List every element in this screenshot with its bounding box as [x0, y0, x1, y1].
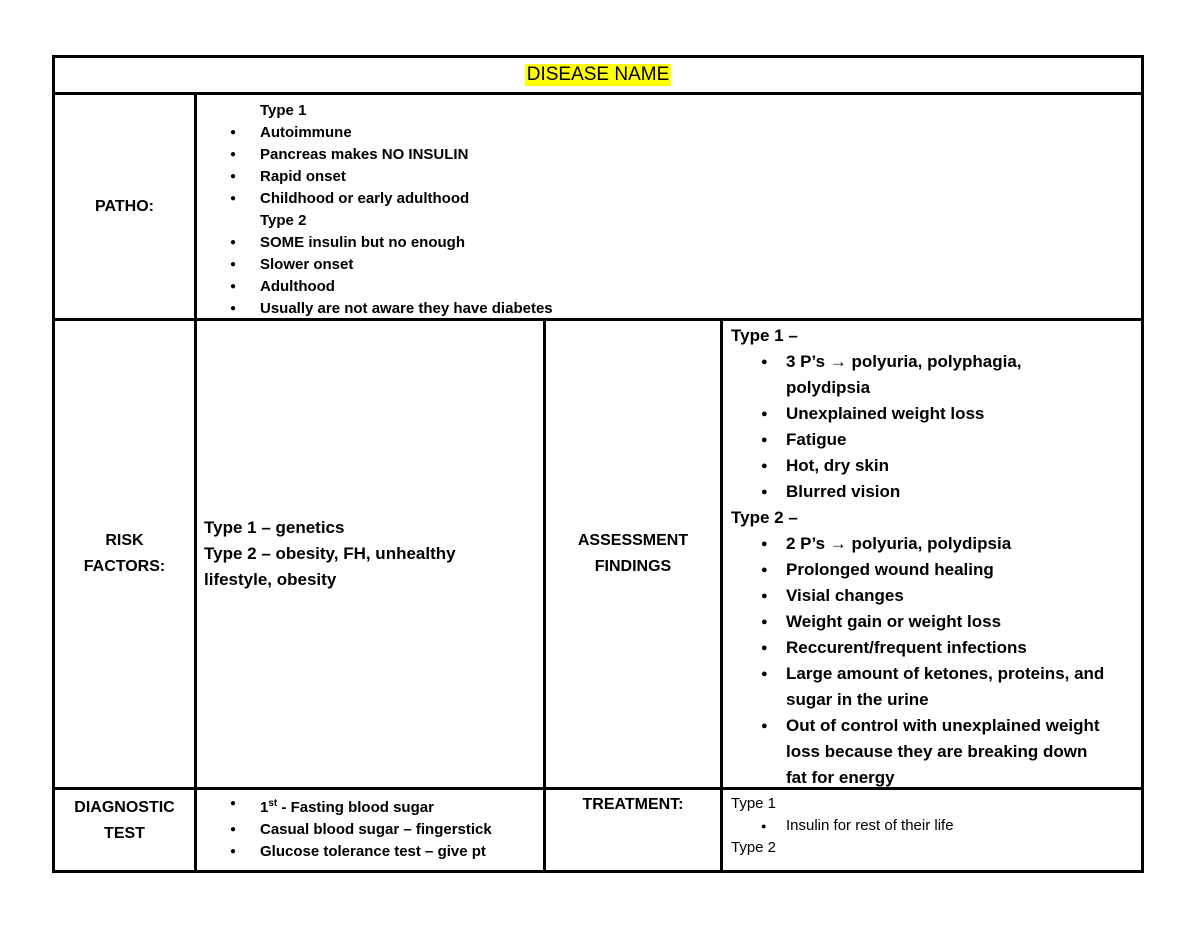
assessment-heading	[731, 739, 1141, 765]
patho-text: Childhood or early adulthood	[260, 190, 470, 207]
diagnostic-text: 1st - Fasting blood sugar	[260, 798, 434, 816]
patho-heading	[227, 100, 1141, 122]
assessment-item	[731, 609, 1141, 635]
patho-content	[194, 92, 1144, 321]
patho-text: Autoimmune	[260, 124, 352, 141]
assessment-item	[731, 427, 1141, 453]
risk-line-2: Type 2 – obesity, FH, unhealthy	[204, 544, 456, 563]
treatment-heading	[731, 793, 1141, 815]
risk-label-cell	[52, 318, 197, 790]
treatment-label-cell	[543, 787, 723, 873]
assessment-label-line2: FINDINGS	[594, 558, 672, 575]
title: DISEASE NAME	[526, 64, 670, 85]
bullet-icon: ●	[761, 616, 768, 628]
bullet-icon: ●	[761, 460, 768, 472]
assessment-text: loss because they are breaking down	[786, 742, 1088, 761]
assessment-content	[720, 318, 1144, 790]
patho-list	[227, 100, 1141, 320]
bullet-icon: ●	[761, 642, 768, 654]
patho-text: Type 2	[260, 212, 307, 229]
diagnostic-item	[227, 793, 543, 819]
bullet-icon: ●	[230, 824, 237, 835]
bullet-icon: ●	[761, 821, 767, 831]
patho-item	[227, 188, 1141, 210]
assessment-item	[731, 453, 1141, 479]
treatment-heading	[731, 837, 1141, 859]
assessment-item	[731, 531, 1141, 557]
treatment-item	[731, 815, 1141, 837]
assessment-text: Reccurent/frequent infections	[786, 638, 1027, 657]
bullet-icon: ●	[761, 486, 768, 498]
assessment-text: Unexplained weight loss	[786, 404, 985, 423]
assessment-heading	[731, 687, 1141, 713]
patho-item	[227, 232, 1141, 254]
assessment-item	[731, 349, 1141, 375]
risk-line-1: Type 1 – genetics	[204, 518, 345, 537]
bullet-icon: ●	[761, 720, 768, 732]
patho-item	[227, 144, 1141, 166]
patho-text: Rapid onset	[260, 168, 346, 185]
assessment-item	[731, 557, 1141, 583]
diagnostic-content	[194, 787, 546, 873]
patho-text: Usually are not aware they have diabetes	[260, 300, 553, 317]
bullet-icon: ●	[230, 259, 237, 270]
patho-label-cell	[52, 92, 197, 321]
assessment-heading	[731, 323, 1141, 349]
assessment-heading	[731, 375, 1141, 401]
assessment-text: Visial changes	[786, 586, 904, 605]
bullet-icon: ●	[761, 434, 768, 446]
patho-item	[227, 254, 1141, 276]
diagnostic-item	[227, 841, 543, 863]
assessment-text: Prolonged wound healing	[786, 560, 994, 579]
assessment-text: Out of control with unexplained weight	[786, 716, 1100, 735]
diagnostic-text: Glucose tolerance test – give pt	[260, 843, 486, 860]
diagnostic-label-line2: TEST	[104, 825, 145, 842]
patho-item	[227, 122, 1141, 144]
risk-content	[194, 318, 546, 790]
assessment-text: sugar in the urine	[786, 690, 929, 709]
bullet-icon: ●	[761, 564, 768, 576]
assessment-item	[731, 583, 1141, 609]
assessment-list	[731, 323, 1141, 791]
diagnostic-label-cell	[52, 787, 197, 873]
assessment-text: 2 P’s → polyuria, polydipsia	[786, 534, 1012, 553]
diagnostic-list	[227, 793, 543, 863]
treatment-list	[731, 793, 1141, 859]
bullet-icon: ●	[761, 408, 768, 420]
risk-line-3: lifestyle, obesity	[204, 570, 337, 589]
assessment-text: Blurred vision	[786, 482, 901, 501]
patho-item	[227, 298, 1141, 320]
treatment-content	[720, 787, 1144, 873]
assessment-heading	[731, 505, 1141, 531]
assessment-item	[731, 635, 1141, 661]
bullet-icon: ●	[230, 171, 237, 182]
patho-item	[227, 166, 1141, 188]
assessment-text: Hot, dry skin	[786, 456, 889, 475]
assessment-label-line1: ASSESSMENT	[577, 532, 689, 549]
bullet-icon: ●	[761, 538, 768, 550]
patho-text: Type 1	[260, 102, 307, 119]
assessment-item	[731, 713, 1141, 739]
assessment-text: 3 P’s → polyuria, polyphagia,	[786, 352, 1022, 371]
patho-text: Adulthood	[260, 278, 335, 295]
assessment-text: fat for energy	[786, 768, 895, 787]
patho-text: SOME insulin but no enough	[260, 234, 465, 251]
risk-label-line2: FACTORS:	[83, 558, 166, 575]
patho-text: Slower onset	[260, 256, 354, 273]
patho-label: PATHO:	[95, 197, 154, 215]
treatment-label: TREATMENT:	[582, 796, 684, 813]
assessment-label-cell	[543, 318, 723, 790]
bullet-icon: ●	[230, 798, 237, 809]
bullet-icon: ●	[230, 193, 237, 204]
assessment-item	[731, 479, 1141, 505]
assessment-text: Large amount of ketones, proteins, and	[786, 664, 1105, 683]
patho-heading	[227, 210, 1141, 232]
bullet-icon: ●	[761, 668, 768, 680]
bullet-icon: ●	[761, 590, 768, 602]
treatment-text: Insulin for rest of their life	[786, 817, 954, 834]
assessment-text: Weight gain or weight loss	[786, 612, 1002, 631]
bullet-icon: ●	[230, 281, 237, 292]
title-row	[52, 55, 1144, 95]
treatment-text: Type 2	[731, 839, 777, 856]
bullet-icon: ●	[230, 846, 237, 857]
diagnostic-item	[227, 819, 543, 841]
bullet-icon: ●	[230, 303, 237, 314]
bullet-icon: ●	[230, 149, 237, 160]
bullet-icon: ●	[230, 237, 237, 248]
diagnostic-label-line1: DIAGNOSTIC	[74, 799, 175, 816]
bullet-icon: ●	[230, 127, 237, 138]
diagnostic-text: Casual blood sugar – fingerstick	[260, 821, 492, 838]
bullet-icon: ●	[761, 356, 768, 368]
risk-label-line1: RISK	[105, 532, 144, 549]
assessment-text: Type 1 –	[731, 326, 798, 345]
assessment-text: Fatigue	[786, 430, 847, 449]
treatment-text: Type 1	[731, 795, 777, 812]
assessment-item	[731, 661, 1141, 687]
patho-item	[227, 276, 1141, 298]
assessment-text: polydipsia	[786, 378, 871, 397]
assessment-text: Type 2 –	[731, 508, 798, 527]
assessment-item	[731, 401, 1141, 427]
patho-text: Pancreas makes NO INSULIN	[260, 146, 469, 163]
